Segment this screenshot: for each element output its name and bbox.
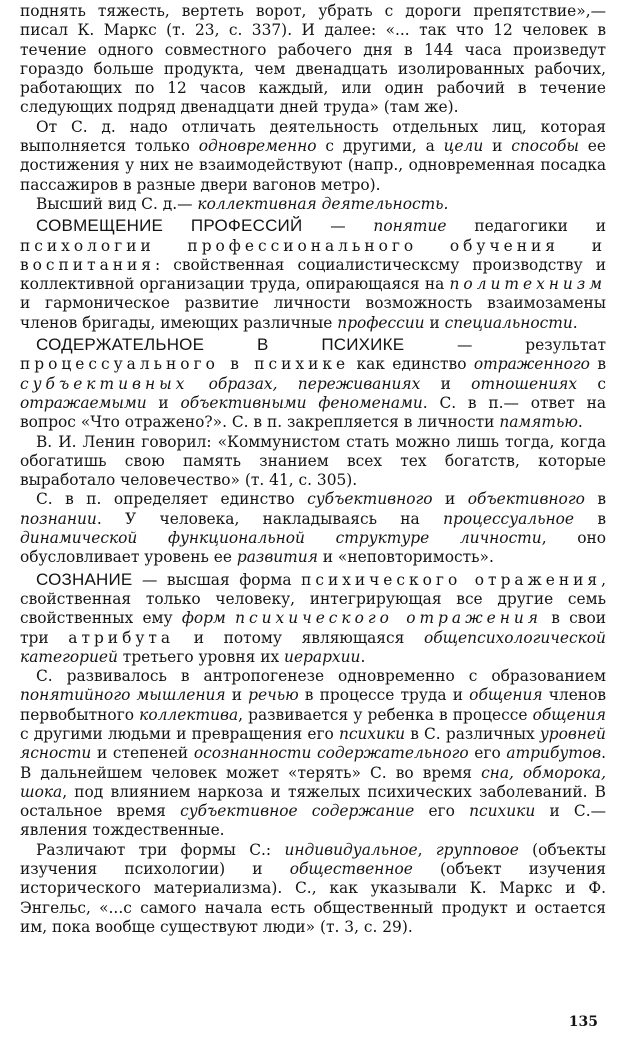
text-run: С. развивалось в антропогенезе одновременно с образованием xyxy=(36,667,606,686)
text-run: . У человека, накладываясь на xyxy=(96,509,444,528)
entry-term: СОЗНАНИЕ xyxy=(36,569,133,589)
text-run: С. в п. определяет единство xyxy=(36,490,308,509)
italic-text: содержательного xyxy=(317,744,469,763)
text-run: как единство xyxy=(349,355,474,374)
text-run: и С.— явления тождественные. xyxy=(20,802,606,840)
italic-text: общественное xyxy=(289,860,413,879)
text-run: и xyxy=(483,137,512,156)
italic-text: общения xyxy=(532,705,606,724)
spaced-italic-text: психического отражения xyxy=(235,609,542,628)
italic-text: специальности xyxy=(444,313,573,332)
italic-text: цели xyxy=(443,137,484,156)
text-run: с другими людьми и превращения его xyxy=(20,724,339,743)
entry-term: СОДЕРЖАТЕЛЬНОЕ В ПСИХИКЕ xyxy=(36,335,405,355)
italic-text: групповое xyxy=(435,840,519,859)
italic-text: сна, обморока, шока xyxy=(20,763,606,801)
text-run: поднять тяжесть, вертеть ворот, убрать с дороги препятствие»,— писал К. Маркс (т. 23, с. 337). И далее: «... так что 12 человек в течение одного совместного рабочего дня в 144 часа произведут гораздо больше продукта, чем двенадцать изолированных рабочих, работающих по 12 часов каждый, или один рабочий в течение следующих подряд двенадцати дней труда» (там же). xyxy=(20,2,606,117)
text-run: (объект изучения исторического материализма). С., как указывали К. Маркс и Ф. Энгельс, «...с самого начала есть общественный продукт и остается им, пока вообще существуют люди» (т. 3, с. 29). xyxy=(20,860,606,936)
text-run: и «неповторимость». xyxy=(317,548,494,567)
text-run: с xyxy=(577,374,606,393)
text-run: членов первобытного xyxy=(20,686,607,724)
italic-text: развития xyxy=(236,548,318,567)
text-run xyxy=(188,375,208,393)
paragraph xyxy=(20,118,606,195)
text-run: , под влиянием наркоза и тяжелых психических заболеваний. В остальное время xyxy=(20,782,606,821)
text-run: : свойственная социалистическсму производству и коллективной организации труда, опирающаяся на xyxy=(20,255,606,294)
italic-text: образах, переживаниях xyxy=(208,374,421,393)
text-run: и степеней xyxy=(91,744,194,763)
text-run: ее достижения у них не взаимодействуют (напр., одновременная посадка пассажиров в разные двери вагонов метро). xyxy=(20,137,606,194)
italic-text: коллектива xyxy=(139,705,239,724)
text-run: и xyxy=(146,393,181,412)
italic-text: коллективная деятельность. xyxy=(197,194,449,213)
text-run: педагогики и xyxy=(446,217,606,236)
text-run: В. И. Ленин говорил: «Коммунистом стать можно лишь тогда, когда обогатишь свою память знанием всех тех богатств, которые выработало человечество» (т. 41, с. 305). xyxy=(20,432,606,490)
text-run: и xyxy=(424,313,445,332)
italic-text: отраженного xyxy=(473,355,590,374)
spaced-text: психологии профессионального обучения и воспитания xyxy=(20,236,606,274)
text-run: в xyxy=(573,509,606,528)
text-run: в xyxy=(584,490,606,509)
text-run: , свойственная только человеку, интегрирующая все другие семь свойственных ему xyxy=(20,570,607,628)
italic-text: индивидуальное xyxy=(284,840,418,859)
italic-text: общепсихологической категорией xyxy=(20,628,606,666)
paragraph xyxy=(20,490,606,567)
text-run: , оно обусловливает уровень ее xyxy=(20,529,607,567)
italic-text: понятие xyxy=(373,217,447,236)
text-run: , развивается у ребенка в процессе xyxy=(238,705,533,724)
text-run: с другими, а xyxy=(316,137,444,156)
italic-text: субъективного xyxy=(307,490,433,509)
text-run: — xyxy=(302,217,374,236)
italic-text: объективными феноменами xyxy=(180,393,423,412)
italic-text: способы xyxy=(511,137,579,156)
italic-text: атрибутов xyxy=(506,744,602,763)
text-run: Различают три формы С.: xyxy=(36,840,285,859)
text-run: Высший вид С. д.— xyxy=(36,194,198,213)
page-number: 135 xyxy=(568,1014,598,1030)
text-run: . xyxy=(572,313,578,332)
italic-text: отражаемыми xyxy=(20,393,147,412)
text-run: и xyxy=(420,374,472,393)
text-run: и потому являющаяся xyxy=(174,628,424,647)
italic-text: психики xyxy=(338,724,406,743)
italic-text: иерархии xyxy=(284,647,361,666)
text-run: . В дальнейшем человек может «терять» С. во время xyxy=(20,744,606,782)
text-run: в xyxy=(589,355,606,374)
text-run: в свои три xyxy=(20,609,606,647)
text-run: От С. д. надо отличать деятельность отдельных лиц, которая выполняется только xyxy=(20,117,606,156)
spaced-text: атрибута xyxy=(68,628,175,647)
text-run: — результат xyxy=(404,336,607,355)
paragraph xyxy=(20,195,606,214)
text-run: (объекты изучения психологии) и xyxy=(20,840,606,879)
dictionary-entry xyxy=(20,570,606,667)
italic-text: форм xyxy=(181,609,226,628)
italic-text: познании xyxy=(20,509,97,528)
italic-text: психики xyxy=(469,802,536,821)
italic-text: отношениях xyxy=(471,374,578,393)
text-run: третьего уровня их xyxy=(117,647,285,666)
text-run: его xyxy=(468,744,507,763)
text-run xyxy=(226,609,235,627)
spaced-text: психического отражения xyxy=(301,570,602,589)
text-run: в процессе труда и xyxy=(298,686,470,705)
italic-text: осознанности xyxy=(193,744,312,763)
paragraph xyxy=(20,841,606,937)
italic-text: объективного xyxy=(467,490,585,509)
italic-text: общения xyxy=(469,686,543,705)
page-text xyxy=(20,2,606,937)
text-run: и xyxy=(225,686,249,705)
italic-text: профессии xyxy=(337,313,425,332)
dictionary-entry xyxy=(20,216,606,333)
paragraph xyxy=(20,433,606,491)
text-run: . xyxy=(577,413,583,432)
italic-text: субъективное содержание xyxy=(180,802,415,821)
text-run: и гармоническое развитие личности возможность взаимозамены членов бригады, имеющих различные xyxy=(20,294,606,332)
text-run: , xyxy=(417,840,436,859)
text-run: . С. в п.— ответ на вопрос «Что отражено?». С. в п. закрепляется в личности xyxy=(20,393,607,432)
italic-text: одновременно xyxy=(198,137,317,156)
italic-text: уровней ясности xyxy=(20,724,606,763)
paragraph xyxy=(20,667,606,841)
text-run: в С. различных xyxy=(405,724,540,743)
entry-term: СОВМЕЩЕНИЕ ПРОФЕССИЙ xyxy=(36,216,303,236)
text-run: . xyxy=(360,647,366,666)
text-run: — высшая форма xyxy=(132,570,302,589)
dictionary-entry xyxy=(20,335,606,432)
italic-text: речью xyxy=(248,686,299,705)
text-run: и xyxy=(432,490,468,509)
italic-text: понятийного мышления xyxy=(20,686,226,705)
italic-text: динамической функциональной структуре личности xyxy=(20,529,542,548)
paragraph xyxy=(20,2,606,118)
spaced-italic-text: политехнизм xyxy=(449,275,606,294)
italic-text: процессуальное xyxy=(443,509,574,528)
italic-text: памятью xyxy=(499,413,578,432)
spaced-italic-text: субъективных xyxy=(20,374,189,393)
text-run: его xyxy=(414,802,470,821)
spaced-text: процессуального в психике xyxy=(20,355,350,374)
